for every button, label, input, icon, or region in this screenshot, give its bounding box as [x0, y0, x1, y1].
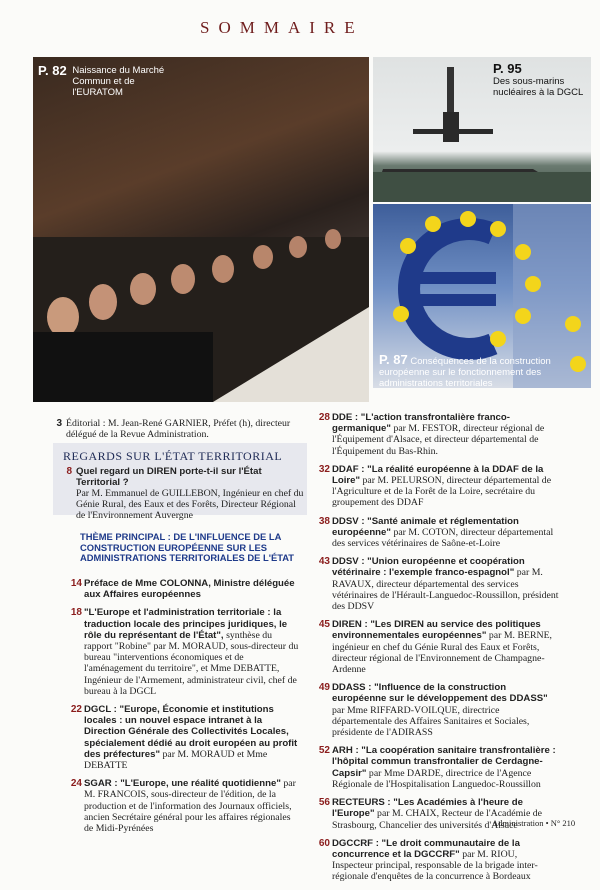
toc-entry: [62, 578, 302, 600]
entry-body: par Mme RIFFARD-VOILQUE, directrice départementale des Affaires Sanitaires et Sociales, présidente de l'ADIRASS: [332, 704, 530, 739]
entry-number: 43: [318, 556, 330, 568]
theme-principal: THÈME PRINCIPAL : DE L'INFLUENCE DE LA CONSTRUCTION EUROPÉENNE SUR LES ADMINISTRATIONS TERRITORIALES DE L'ÉTAT: [80, 531, 295, 563]
page-number: P. 95: [493, 61, 522, 76]
entry-body: synthèse du rapport "Robine" par M. MORAUD, sous-directeur du bureau "interventions économiques et de l'aménagement du territoire", et Mme DEBATTE, Ingénieur de l'Armement, administrateur civil, chef de bureau à la DGCL: [84, 629, 299, 697]
entry-number: 3: [56, 418, 62, 429]
entry-heading: DGCL : "Europe, Économie et institutions locales : un nouvel espace intranet à la Direction Générale des Collectivités Locales, spécialement dédié au droit européen au profit des préfectures": [84, 704, 298, 760]
entry-heading: DGCCRF : "Le droit communautaire de la concurrence et la DGCCRF": [332, 837, 520, 860]
photo-submarine: [373, 57, 591, 202]
entry-number: 49: [318, 682, 330, 694]
entry-heading: DDSV : "Union européenne et coopération vétérinaire : l'exemple franco-espagnol": [332, 556, 525, 579]
entry-number: 14: [70, 578, 82, 589]
toc-entry: [310, 556, 560, 612]
photo-euro-symbol: [373, 204, 591, 388]
entry-heading: Quel regard un DIREN porte-t-il sur l'État Territorial ?: [76, 466, 262, 488]
entry-number: 8: [66, 466, 72, 477]
section-title: REGARDS SUR L'ÉTAT TERRITORIAL: [63, 449, 283, 463]
page-title: SOMMAIRE: [200, 18, 364, 37]
entry-number: 28: [318, 412, 330, 423]
entry-heading: ARH : "La coopération sanitaire transfrontalière : l'hôpital commun transfrontalier de Cerdagne-Capsir": [332, 745, 556, 779]
entry-number: 56: [318, 797, 330, 809]
page-number: P. 82: [38, 63, 67, 78]
entry-number: 45: [318, 619, 330, 631]
caption-sub: [493, 63, 588, 98]
entry-body: par M. RIOU, Inspecteur principal, responsable de la brigade inter-régionale d'enquêtes de la concurrence à Bordeaux: [332, 848, 538, 883]
toc-entry: [310, 682, 560, 738]
page-number: P. 87: [379, 352, 408, 367]
entry-number: 24: [70, 778, 82, 790]
entry-body: par M. CHAIX, Recteur de l'Académie de Strasbourg, Chancelier des universités d'Alsace: [332, 808, 543, 831]
entry-body: par M. FRANCOIS, sous-directeur de l'édition, de la production et de l'information des Journaux officiels, ancien Secrétaire général pour les affaires régionales de Midi-Pyrénées: [84, 778, 296, 835]
toc-entry: [310, 464, 560, 509]
entry-number: 38: [318, 515, 330, 527]
caption-marche: [38, 65, 182, 98]
toc-entry: [62, 607, 302, 697]
entry-heading: SGAR : "L'Europe, une réalité quotidienne": [84, 778, 281, 790]
toc-entry: [310, 745, 560, 790]
footer: Administration • N° 210: [492, 818, 576, 828]
entry-body: par M. FESTOR, directeur régional de l'Équipement d'Alsace, et directeur départemental de l'Équipement du Bas-Rhin.: [332, 423, 545, 457]
entry-number: 22: [70, 704, 82, 716]
entry-number: 32: [318, 463, 330, 475]
toc-entry: [310, 516, 560, 550]
regards-entry: [62, 466, 307, 528]
entry-heading: DIREN : "Les DIREN au service des politiques environnementales européennes": [332, 619, 541, 642]
entry-number: 60: [318, 837, 330, 849]
entry-heading: "L'Europe et l'administration territoriale : la traduction locale des principes juridiques, le rôle du représentant de l'État",: [84, 607, 288, 641]
entry-body: par Mme DARDE, directrice de l'Agence Régionale de l'Hospitalisation Languedoc-Roussillon: [332, 767, 541, 790]
caption-text: Conséquences de la construction européenne sur le fonctionnement des administrations territoriales: [379, 356, 551, 388]
entry-heading: DDE : "L'action transfrontalière franco-germanique": [332, 412, 510, 435]
entry-heading: Préface de Mme COLONNA, Ministre déléguée aux Affaires européennes: [84, 578, 295, 601]
entry-heading: DDSV : "Santé animale et réglementation européenne": [332, 515, 519, 538]
entry-heading: RECTEURS : "Les Académies à l'heure de l'Europe": [332, 797, 523, 820]
toc-entry: [310, 619, 560, 675]
crowd-illustration: [33, 57, 369, 402]
caption-text: Des sous-marins nucléaires à la DGCL: [493, 76, 584, 98]
caption-text: Naissance du Marché Commun et de l'EURATOM: [72, 65, 165, 98]
entry-heading: DDASS : "Influence de la construction européenne sur le développement des DDASS": [332, 682, 548, 705]
entry-number: 52: [318, 745, 330, 757]
entry-body: par M. RAVAUX, directeur départemental des services vétérinaires de l'Hérault-Languedoc-Roussillon, président des DDSV: [332, 567, 559, 613]
entry-body: Par M. Emmanuel de GUILLEBON, Ingénieur en chef du Génie Rural, des Eaux et des Forêts, Directeur Régional de l'Environnement Auvergne: [76, 488, 304, 521]
toc-entry: [62, 778, 302, 834]
toc-entry: [310, 838, 560, 883]
entry-number: 18: [70, 607, 82, 619]
entry-heading: DDAF : "La réalité européenne à la DDAF de la Loire": [332, 463, 544, 487]
entry-body: par M. BERNE, ingénieur en chef du Génie Rural des Eaux et Forêts, directeur régional de l'Environnement de Champagne-Ardenne: [332, 630, 553, 676]
left-column: [62, 578, 302, 841]
entry-body: par M. COTON, directeur départemental des services vétérinaires de Saône-et-Loire: [332, 526, 554, 550]
entry-body: par M. PELURSON, directeur départemental de l'Agriculture et de la Forêt de la Loire, secrétaire du groupement des DDAF: [332, 475, 552, 509]
entry-body: par M. MORAUD et Mme DEBATTE: [84, 748, 268, 772]
caption-euro: [379, 354, 591, 388]
editorial-text: Éditorial : M. Jean-René GARNIER, Préfet (h), directeur délégué de la Revue Administration.: [66, 418, 291, 440]
editorial-entry: [48, 418, 298, 440]
photo-marche-commun: [33, 57, 369, 402]
toc-entry: [310, 412, 560, 457]
toc-entry: [62, 704, 302, 771]
